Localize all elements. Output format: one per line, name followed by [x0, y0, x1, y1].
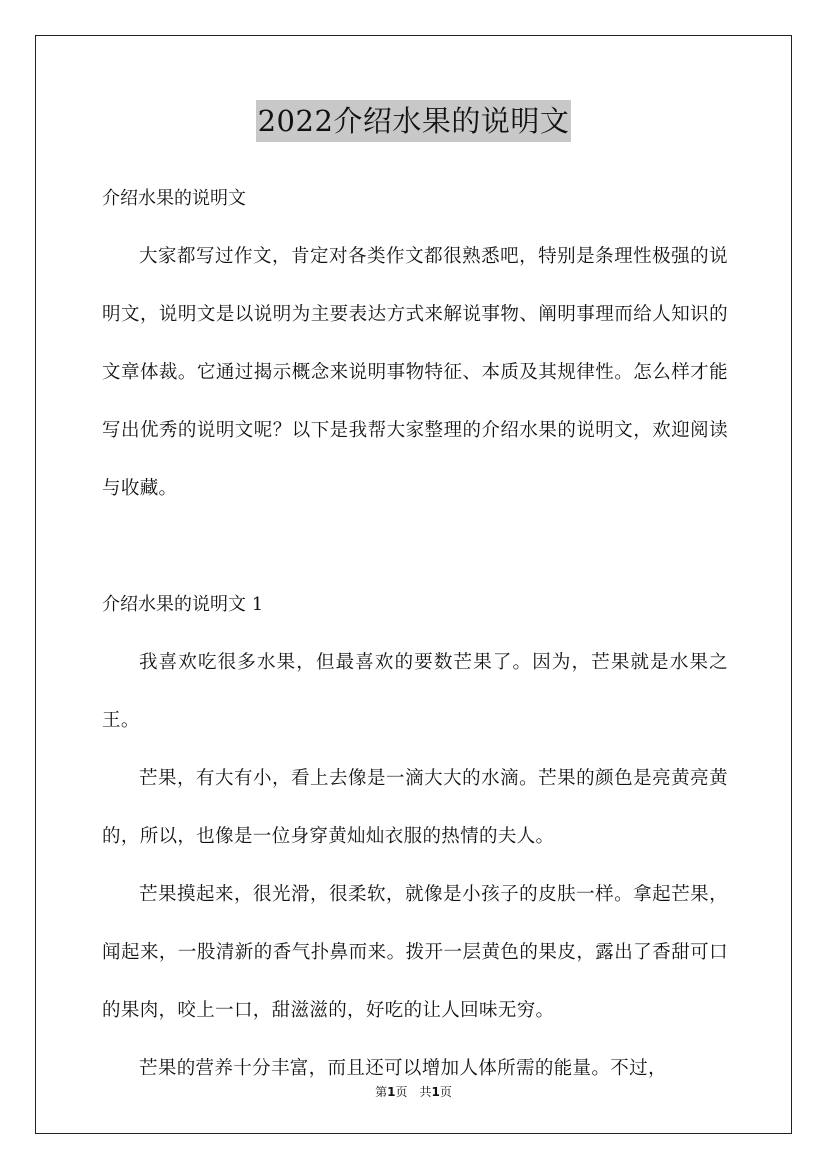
- page-total: 1: [431, 1085, 440, 1099]
- footer-middle: 页 共: [395, 1085, 432, 1099]
- body-paragraph: 芒果，有大有小，看上去像是一滴大大的水滴。芒果的颜色是亮黄亮黄的，所以，也像是一位身穿黄灿灿衣服的热情的夫人。: [102, 768, 728, 847]
- section-heading: 介绍水果的说明文: [102, 188, 246, 209]
- footer-suffix: 页: [439, 1085, 452, 1099]
- title-area: [0, 100, 827, 142]
- intro-paragraph: 大家都写过作文，肯定对各类作文都很熟悉吧，特别是条理性极强的说明文，说明文是以说明为主要表达方式来解说事物、阐明事理而给人知识的文章体裁。它通过揭示概念来说明事物特征、本质及其规律性。怎么样才能写出优秀的说明文呢？以下是我帮大家整理的介绍水果的说明文，欢迎阅读与收藏。: [102, 246, 728, 499]
- page-footer: [0, 1082, 827, 1102]
- section-heading: 介绍水果的说明文 1: [102, 594, 264, 615]
- body-paragraph: 芒果摸起来，很光滑，很柔软，就像是小孩子的皮肤一样。拿起芒果，闻起来，一股清新的香气扑鼻而来。拨开一层黄色的果皮，露出了香甜可口的果肉，咬上一口，甜滋滋的，好吃的让人回味无穷。: [102, 884, 728, 1021]
- page-number: 1: [387, 1085, 396, 1099]
- document-title: 2022介绍水果的说明文: [256, 100, 572, 142]
- body-paragraph: 我喜欢吃很多水果，但最喜欢的要数芒果了。因为，芒果就是水果之王。: [102, 652, 728, 731]
- body-paragraph: 芒果的营养十分丰富，而且还可以增加人体所需的能量。不过，: [139, 1058, 667, 1079]
- document-body: [102, 170, 728, 1098]
- blank-line: [102, 518, 728, 576]
- footer-prefix: 第: [375, 1085, 388, 1099]
